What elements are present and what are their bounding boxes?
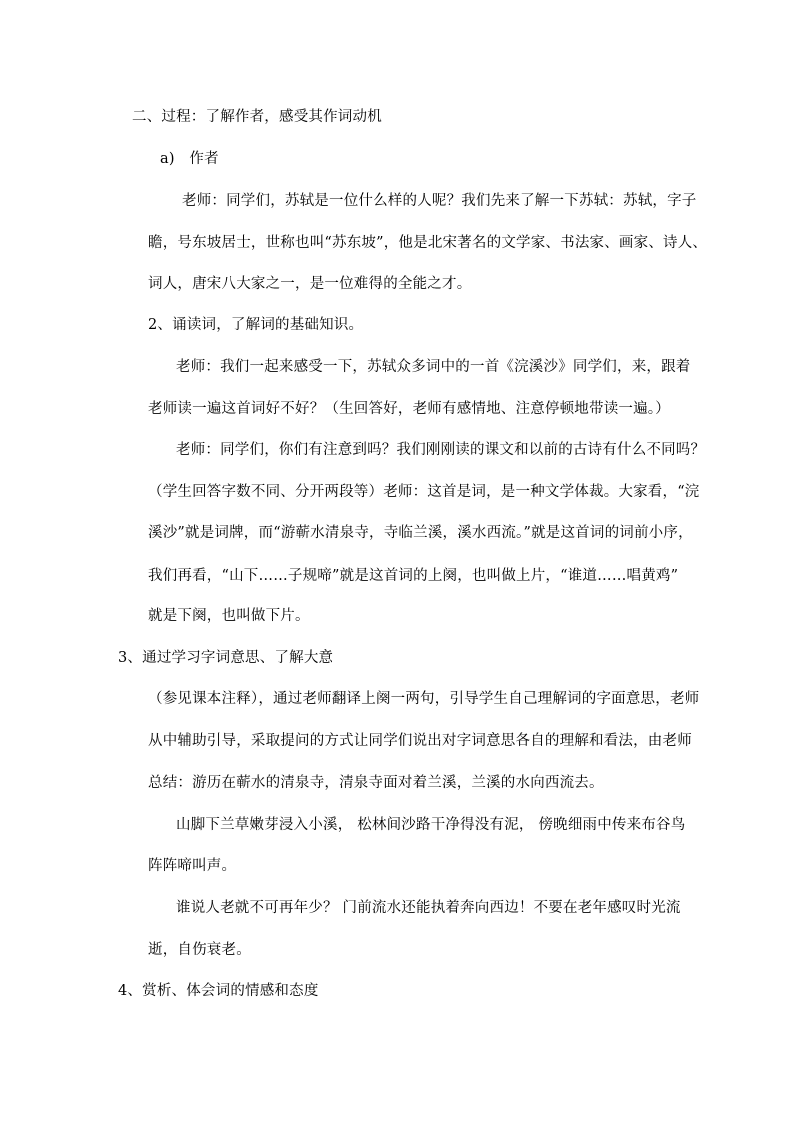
section-heading-appreciation: 4、赏析、体会词的情感和态度 xyxy=(118,983,319,999)
paragraph-line: 总结：游历在蕲水的清泉寺，清泉寺面对着兰溪，兰溪的水向西流去。 xyxy=(148,775,604,791)
paragraph-line: 我们再看，“山下……子规啼”就是这首词的上阕，也叫做上片，“谁道……唱黄鸡” xyxy=(148,568,679,584)
subheading-author: a) 作者 xyxy=(160,151,219,167)
paragraph-line: 就是下阕，也叫做下片。 xyxy=(148,608,310,624)
paragraph-line: 阵阵啼叫声。 xyxy=(148,858,237,874)
paragraph-line: 溪沙”就是词牌，而“游蕲水清泉寺，寺临兰溪，溪水西流。”就是这首词的词前小序， xyxy=(148,525,693,541)
paragraph-line: 老师：同学们，苏轼是一位什么样的人呢？我们先来了解一下苏轼：苏轼，字子 xyxy=(182,193,697,209)
paragraph-line: 谁说人老就不可再年少？ 门前流水还能执着奔向西边！不要在老年感叹时光流 xyxy=(176,900,681,916)
paragraph-line: 瞻，号东坡居士，世称也叫“苏东坡”，他是北宋著名的文学家、书法家、画家、诗人、 xyxy=(148,235,708,251)
section-heading-process: 二、过程：了解作者，感受其作词动机 xyxy=(132,109,382,125)
paragraph-line: （参见课本注释），通过老师翻译上阕一两句，引导学生自己理解词的字面意思，老师 xyxy=(148,691,700,707)
paragraph-line: 山脚下兰草嫩芽浸入小溪， 松林间沙路干净得没有泥， 傍晚细雨中传来布谷鸟 xyxy=(176,817,686,833)
paragraph-line: 逝，自伤衰老。 xyxy=(148,942,251,958)
paragraph-line: 词人，唐宋八大家之一，是一位难得的全能之才。 xyxy=(148,276,472,292)
paragraph-line: 从中辅助引导，采取提问的方式让同学们说出对字词意思各自的理解和看法，由老师 xyxy=(148,733,692,749)
paragraph-line: （学生回答字数不同、分开两段等）老师：这首是词，是一种文学体裁。大家看，“浣 xyxy=(148,484,700,500)
section-heading-meaning: 3、通过学习字词意思、了解大意 xyxy=(118,650,334,666)
section-heading-recite: 2、诵读词，了解词的基础知识。 xyxy=(148,317,364,333)
paragraph-line: 老师读一遍这首词好不好？（生回答好，老师有感情地、注意停顿地带读一遍。） xyxy=(148,401,670,417)
paragraph-line: 老师：我们一起来感受一下，苏轼众多词中的一首《浣溪沙》同学们，来，跟着 xyxy=(176,359,691,375)
paragraph-line: 老师：同学们，你们有注意到吗？我们刚刚读的课文和以前的古诗有什么不同吗？ xyxy=(176,442,706,458)
